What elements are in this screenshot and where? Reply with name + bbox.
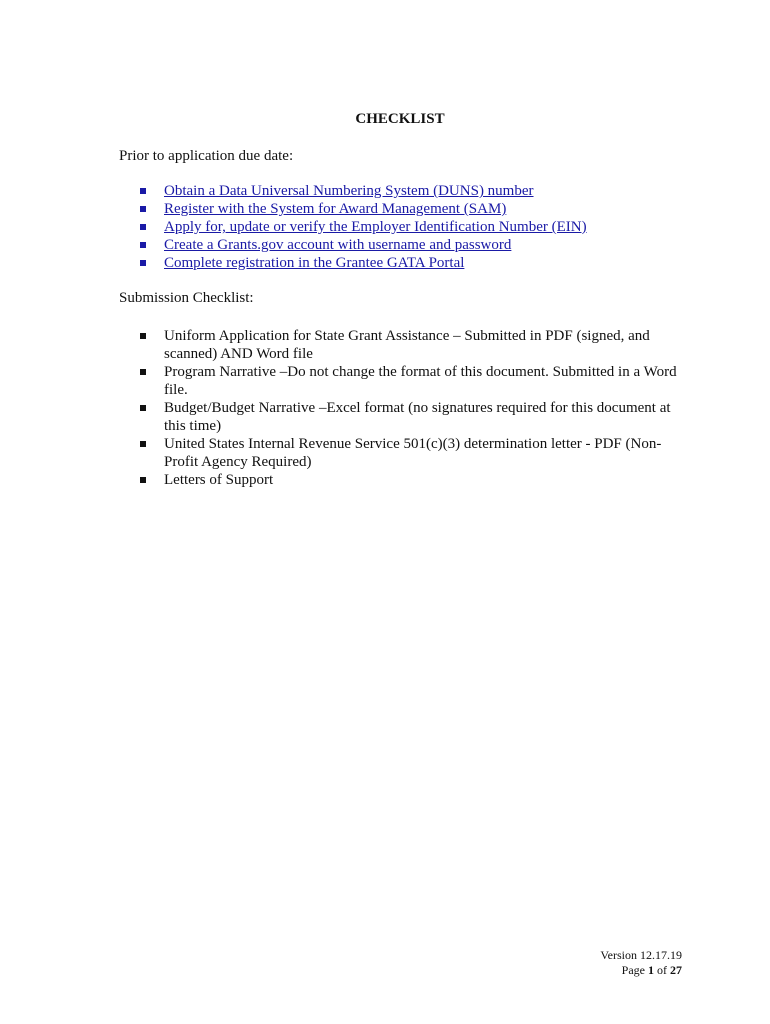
square-bullet-icon (140, 369, 146, 375)
checklist-item-text: Budget/Budget Narrative –Excel format (no signatures required for this document at this time) (164, 400, 671, 434)
square-bullet-icon (140, 405, 146, 411)
square-bullet-icon (140, 224, 146, 230)
gata-portal-link[interactable]: Complete registration in the Grantee GATA Portal (164, 255, 465, 271)
list-item (140, 200, 700, 218)
page-current: 1 (648, 963, 654, 977)
list-item (140, 182, 700, 200)
list-item (140, 236, 700, 254)
prerequisite-links-list (140, 182, 700, 272)
submission-checklist (140, 327, 680, 489)
checklist-item-text: Letters of Support (164, 472, 274, 488)
page-title: CHECKLIST (355, 111, 445, 127)
square-bullet-icon (140, 477, 146, 483)
list-item (140, 327, 680, 363)
checklist-item-text: Program Narrative –Do not change the format of this document. Submitted in a Word file. (164, 364, 677, 398)
duns-link[interactable]: Obtain a Data Universal Numbering System (DUNS) number (164, 183, 534, 199)
square-bullet-icon (140, 242, 146, 248)
square-bullet-icon (140, 333, 146, 339)
ein-link[interactable]: Apply for, update or verify the Employer Identification Number (EIN) (164, 219, 587, 235)
list-item (140, 254, 700, 272)
checklist-item-text: United States Internal Revenue Service 501(c)(3) determination letter - PDF (Non-Profit Agency Required) (164, 436, 662, 470)
page-of: of (657, 963, 667, 977)
page-number (622, 963, 682, 978)
list-item (140, 399, 680, 435)
square-bullet-icon (140, 188, 146, 194)
square-bullet-icon (140, 206, 146, 212)
checklist-item-text: Uniform Application for State Grant Assistance – Submitted in PDF (signed, and scanned) AND Word file (164, 328, 650, 362)
submission-heading: Submission Checklist: (119, 290, 254, 306)
prior-heading: Prior to application due date: (119, 148, 294, 164)
list-item (140, 218, 700, 236)
sam-link[interactable]: Register with the System for Award Management (SAM) (164, 201, 507, 217)
grants-gov-link[interactable]: Create a Grants.gov account with username and password (164, 237, 512, 253)
version-label: Version 12.17.19 (600, 948, 682, 962)
list-item (140, 363, 680, 399)
list-item (140, 471, 680, 489)
square-bullet-icon (140, 260, 146, 266)
page-prefix: Page (621, 963, 645, 977)
page-total: 27 (670, 963, 682, 977)
square-bullet-icon (140, 441, 146, 447)
list-item (140, 435, 680, 471)
